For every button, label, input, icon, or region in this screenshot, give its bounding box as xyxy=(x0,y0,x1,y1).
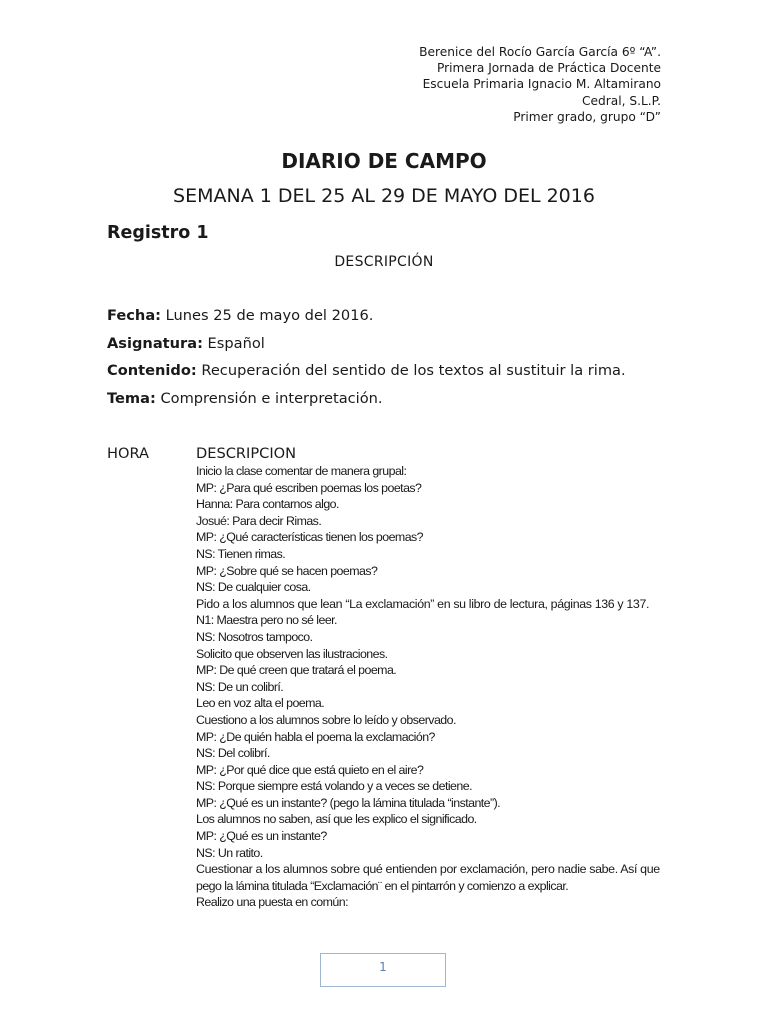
entry-line: NS: Del colibrí. xyxy=(196,746,270,761)
document-title: DIARIO DE CAMPO xyxy=(281,149,487,173)
entry-line: MP: De qué creen que tratará el poema. xyxy=(196,663,397,678)
topic-label: Tema: xyxy=(107,389,156,407)
entry-line: Solicito que observen las ilustraciones. xyxy=(196,646,388,661)
date-value: Lunes 25 de mayo del 2016. xyxy=(161,307,374,324)
hora-column-header: HORA xyxy=(107,445,149,462)
entry-line: Realizo una puesta en común: xyxy=(196,895,348,910)
header-line: Cedral, S.L.P. xyxy=(582,93,661,108)
entry-line: Josué: Para decir Rimas. xyxy=(196,513,322,528)
entry-line: NS: Tienen rimas. xyxy=(196,546,286,561)
header-line: Primer grado, grupo “D” xyxy=(513,109,661,124)
entry-line: Cuestionar a los alumnos sobre qué entienden por exclamación, pero nadie sabe. Así que xyxy=(196,862,660,877)
date-row xyxy=(107,307,626,335)
entry-line: MP: ¿Sobre qué se hacen poemas? xyxy=(196,563,378,578)
section-heading: DESCRIPCIÓN xyxy=(334,254,434,270)
topic-value: Comprensión e interpretación. xyxy=(155,389,383,407)
content-label: Contenido: xyxy=(107,362,197,379)
entry-line: MP: ¿Para qué escriben poemas los poetas? xyxy=(196,480,422,495)
header-line: Berenice del Rocío García García 6º “A”. xyxy=(419,45,661,59)
content-value: Recuperación del sentido de los textos al sustituir la rima. xyxy=(196,362,626,379)
entry-line: NS: De un colibrí. xyxy=(196,679,284,694)
entry-line: Cuestiono a los alumnos sobre lo leído y observado. xyxy=(196,712,456,727)
record-heading: Registro 1 xyxy=(107,223,209,243)
entry-line: Leo en voz alta el poema. xyxy=(196,696,325,711)
entry-line: NS: De cualquier cosa. xyxy=(196,580,311,595)
entry-line: MP: ¿De quién habla el poema la exclamación? xyxy=(196,729,435,744)
entry-line: Hanna: Para contarnos algo. xyxy=(196,497,339,512)
topic-row xyxy=(107,390,626,418)
page-number: 1 xyxy=(320,953,446,987)
entry-line: NS: Porque siempre está volando y a veces se detiene. xyxy=(196,779,472,794)
header-line: Escuela Primaria Ignacio M. Altamirano xyxy=(422,77,661,92)
entry-line: MP: ¿Qué es un instante? (pego la lámina titulada “instante”). xyxy=(196,795,501,810)
entry-line: Pido a los alumnos que lean “La exclamación” en su libro de lectura, páginas 136 y 137. xyxy=(196,596,650,611)
entry-line: MP: ¿Por qué dice que está quieto en el aire? xyxy=(196,762,424,777)
entry-line: N1: Maestra pero no sé leer. xyxy=(196,613,337,628)
author-header xyxy=(419,44,661,125)
session-details xyxy=(107,307,626,417)
entry-line: NS: Nosotros tampoco. xyxy=(196,629,313,644)
week-subtitle: SEMANA 1 DEL 25 AL 29 DE MAYO DEL 2016 xyxy=(173,185,595,207)
content-row xyxy=(107,362,626,390)
subject-value: Español xyxy=(202,334,265,352)
entry-line: NS: Un ratito. xyxy=(196,845,263,860)
subject-label: Asignatura: xyxy=(107,334,203,352)
entry-line: MP: ¿Qué es un instante? xyxy=(196,829,327,844)
descripcion-column-header: DESCRIPCION xyxy=(196,445,297,462)
date-label: Fecha: xyxy=(107,307,161,324)
subject-row xyxy=(107,335,626,363)
entry-line: Los alumnos no saben, así que les explico el significado. xyxy=(196,812,477,827)
header-line: Primera Jornada de Práctica Docente xyxy=(436,61,661,76)
entry-line: pego la lámina titulada “Exclamación¨ en el pintarrón y comienzo a explicar. xyxy=(196,878,569,893)
description-entries xyxy=(196,463,666,911)
entry-line: Inicio la clase comentar de manera grupal: xyxy=(196,464,407,478)
entry-line: MP: ¿Qué características tienen los poemas? xyxy=(196,530,424,545)
